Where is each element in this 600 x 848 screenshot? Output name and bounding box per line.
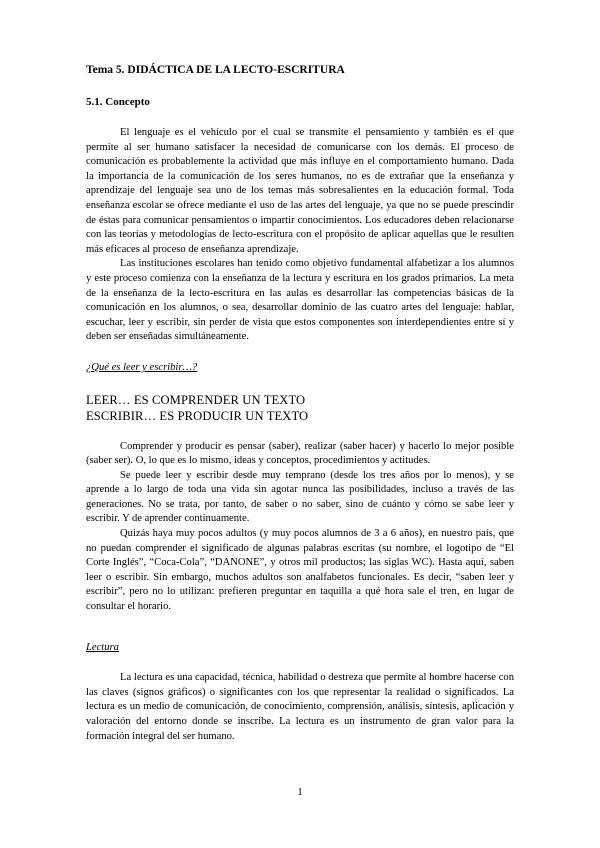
lectura-paragraph: La lectura es una capacidad, técnica, habilidad o destreza que permite al hombre hacerse con las claves (signos gráficos) o significantes con los que representar la realidad o significados. La lectura es un medio de comunicación, de conocimiento, comprensión, análisis, síntesis, aplicación y valoración del entorno donde se inscribe. La lectura es un instrumento de gran valor para la formación integral del ser humano. — [86, 672, 514, 742]
paragraph-mid-3: Quizás haya muy pocos adultos (y muy pocos alumnos de 3 a 6 años), en nuestro país, que no puedan comprender el significado de algunas palabras escritas (su nombre, el logotipo de “El Corte Inglés”, “Coca-Cola”, “DANONE”, y otros mil productos; las siglas WC). Hasta aquí, saben leer o escribir. Sin embargo, muchos adultos son analfabetos funcionales. Es decir, “saben leer y escribir”, pero no lo utilizan: prefieren preguntar en taquilla a qué hora sale el tren, en lugar de consultar el horario. — [86, 528, 514, 613]
section-heading: 5.1. Concepto — [86, 96, 150, 108]
lectura-heading: Lectura — [86, 641, 119, 653]
definition-read: LEER… ES COMPRENDER UN TEXTO — [86, 392, 306, 407]
document-title: Tema 5. DIDÁCTICA DE LA LECTO-ESCRITURA — [86, 64, 345, 76]
paragraph-mid-2: Se puede leer y escribir desde muy temprano (desde los tres años por lo menos), y se aprende a lo largo de toda una vida sin agotar nunca las posibilidades, incluso a través de las generaciones. No se trata, por tanto, de saber o no saber, sino de cuánto y cómo se sabe leer y escribir. Y de aprender continuamente. — [86, 469, 514, 525]
paragraph-mid-1: Comprender y producir es pensar (saber), realizar (saber hacer) y hacerlo lo mejor posible (saber ser). O, lo que es lo mismo, ideas y conceptos, procedimientos y actitudes. — [86, 440, 514, 467]
page-number: 1 — [297, 786, 303, 798]
definition-write: ESCRIBIR… ES PRODUCIR UN TEXTO — [86, 408, 309, 423]
paragraph-intro-2: Las instituciones escolares han tenido como objetivo fundamental alfabetizar a los alumnos y este proceso comienza con la enseñanza de la lectura y escritura en los grados primarios. La meta de la enseñanza de la lecto-escritura en las aulas es desarrollar las competencias básicas de la comunicación en los alumnos, o sea, desarrollar dominio de las cuatro artes del lenguaje: hablar, escuchar, leer y escribir, sin perder de vista que estos componentes son interdependientes entre sí y deben ser enseñadas simultáneamente. — [86, 258, 514, 343]
paragraph-intro-1: El lenguaje es el vehículo por el cual se transmite el pensamiento y también es el que permite al ser humano satisfacer la necesidad de comunicarse con los demás. El proceso de comunicación es probablemente la actividad que más influye en el comportamiento humano. Dada la importancia de la comunicación de los seres humanos, no es de extrañar que la enseñanza y aprendizaje del lenguaje sea uno de los temas más sobresalientes en la educación formal. Toda enseñanza escolar se ofrece mediante el uso de las artes del lenguaje, ya que no se puede prescindir de éstas para comunicar pensamientos o impartir conocimientos. Los educadores deben relacionarse con las teorías y metodologías de lecto-escritura con el propósito de aplicar aquellas que le resulten más eficaces al proceso de enseñanza aprendizaje. — [86, 127, 514, 255]
document-page — [86, 62, 514, 744]
question-heading: ¿Qué es leer y escribir…? — [86, 361, 198, 373]
